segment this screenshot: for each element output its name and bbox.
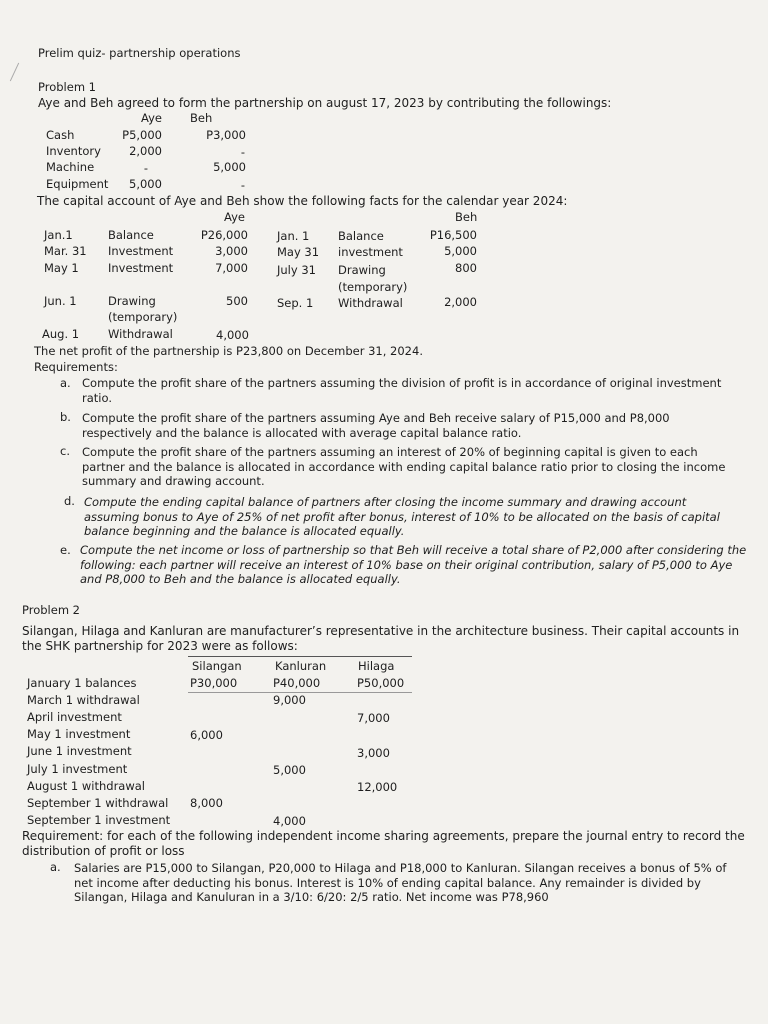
cell-silangan: 6,000 bbox=[190, 728, 223, 742]
requirement-letter: e. bbox=[60, 543, 71, 557]
problem1-intro: Aye and Beh agreed to form the partnership on august 17, 2023 by contributing the followings: bbox=[38, 96, 612, 110]
aye-row-desc-note: (temporary) bbox=[108, 310, 178, 324]
requirement-text: Compute the ending capital balance of partners after closing the income summary and drawing account assuming bonus to Aye of 25% of net profit after bonus, interest of 10% to be allocated on the basis of capital balance beginning and the balance is allocated equally. bbox=[84, 495, 720, 538]
beh-row-desc: Withdrawal bbox=[338, 296, 403, 310]
contrib-aye: P5,000 bbox=[122, 128, 162, 142]
capital-header-beh: Beh bbox=[455, 210, 478, 224]
table-row-label: July 1 investment bbox=[27, 762, 128, 776]
problem2-heading: Problem 2 bbox=[22, 603, 80, 617]
table-row-label: June 1 investment bbox=[27, 744, 132, 758]
column-header-silangan: Silangan bbox=[192, 659, 242, 673]
page-title: Prelim quiz- partnership operations bbox=[38, 46, 241, 60]
capital-intro: The capital account of Aye and Beh show the following facts for the calendar year 2024: bbox=[37, 194, 568, 208]
beh-row-amount: 800 bbox=[455, 261, 477, 275]
aye-row-amount: 3,000 bbox=[215, 244, 248, 258]
aye-row-date: Mar. 31 bbox=[44, 244, 87, 258]
table-row-label: January 1 balances bbox=[27, 676, 137, 690]
problem2-requirement: Requirement: for each of the following independent income sharing agreements, prepare the journal entry to record the distribution of profit or loss bbox=[22, 829, 745, 858]
beh-row-date: Jan. 1 bbox=[277, 229, 310, 243]
requirement-text: Compute the profit share of the partners assuming the division of profit is in accordance of original investment ratio. bbox=[82, 376, 722, 405]
requirements-label: Requirements: bbox=[34, 360, 118, 374]
contrib-header-aye: Aye bbox=[141, 111, 162, 125]
cell-kanluran: P40,000 bbox=[273, 676, 321, 690]
contrib-label: Cash bbox=[46, 128, 75, 142]
requirement-letter: d. bbox=[64, 494, 75, 508]
column-header-kanluran: Kanluran bbox=[275, 659, 327, 673]
problem2-intro: Silangan, Hilaga and Kanluran are manufacturer’s representative in the architecture business. Their capital accounts in the SHK partnership for 2023 were as follows: bbox=[22, 624, 740, 653]
cell-hilaga: 3,000 bbox=[357, 746, 390, 760]
cell-kanluran: 4,000 bbox=[273, 814, 306, 828]
beh-row-amount: P16,500 bbox=[429, 228, 477, 242]
table-row-label: May 1 investment bbox=[27, 727, 131, 741]
table-row-label: March 1 withdrawal bbox=[27, 693, 140, 707]
contrib-aye: 2,000 bbox=[129, 144, 162, 158]
aye-row-amount: 4,000 bbox=[216, 328, 249, 342]
contrib-aye: - bbox=[143, 161, 149, 175]
requirement-letter: b. bbox=[60, 410, 71, 424]
agreement-text: Salaries are P15,000 to Silangan, P20,000 to Hilaga and P18,000 to Kanluran. Silangan receives a bonus of 5% of net income after deducting his bonus. Interest is 10% of ending capital balance. Any remainder is divided by Silangan, Hilaga and Kanuluran in a 3/10: 6/20: 2/5 ratio. Net income was P78,960 bbox=[74, 861, 727, 904]
table-row-label: April investment bbox=[27, 710, 122, 724]
contrib-label: Machine bbox=[46, 160, 95, 174]
beh-row-amount: 5,000 bbox=[444, 244, 477, 258]
cell-hilaga: 7,000 bbox=[357, 711, 390, 725]
contrib-beh: P3,000 bbox=[206, 128, 246, 142]
cell-hilaga: 12,000 bbox=[357, 780, 398, 794]
aye-row-desc: Withdrawal bbox=[108, 327, 173, 341]
aye-row-date: May 1 bbox=[44, 261, 79, 275]
contrib-beh: - bbox=[240, 178, 246, 192]
beh-row-date: Sep. 1 bbox=[277, 296, 314, 310]
requirement-text: Compute the profit share of the partners assuming Aye and Beh receive salary of P15,000 and P8,000 respectively and the balance is allocated with average capital balance ratio. bbox=[82, 411, 670, 440]
beh-row-date: May 31 bbox=[277, 245, 320, 259]
problem1-heading: Problem 1 bbox=[38, 80, 96, 94]
cell-kanluran: 9,000 bbox=[273, 693, 306, 707]
requirement-text: Compute the profit share of the partners assuming an interest of 20% of beginning capital is given to each partner and the balance is allocated in accordance with ending capital balance ratio prior to closing the income summary and drawing account. bbox=[82, 445, 726, 488]
aye-row-amount: 500 bbox=[226, 294, 248, 308]
aye-row-date: Aug. 1 bbox=[42, 327, 80, 341]
aye-row-amount: P26,000 bbox=[200, 228, 248, 242]
beh-row-desc: investment bbox=[338, 245, 403, 259]
column-header-hilaga: Hilaga bbox=[358, 659, 395, 673]
agreement-letter: a. bbox=[50, 860, 61, 874]
requirement-letter: c. bbox=[60, 444, 70, 458]
table-row-label: August 1 withdrawal bbox=[27, 779, 145, 793]
beh-row-date: July 31 bbox=[277, 263, 316, 277]
contrib-header-beh: Beh bbox=[190, 111, 213, 125]
capital-header-aye: Aye bbox=[224, 210, 245, 224]
aye-row-date: Jan.1 bbox=[44, 228, 73, 242]
cell-kanluran: 5,000 bbox=[273, 763, 306, 777]
pen-mark bbox=[10, 63, 19, 82]
table-row-label: September 1 withdrawal bbox=[27, 796, 169, 810]
table-header-rule bbox=[188, 656, 412, 657]
beh-row-amount: 2,000 bbox=[444, 295, 477, 309]
contrib-beh: - bbox=[240, 145, 246, 159]
aye-row-date: Jun. 1 bbox=[44, 294, 77, 308]
contrib-label: Inventory bbox=[46, 144, 101, 158]
requirement-text: Compute the net income or loss of partnership so that Beh will receive a total share of P2,000 after considering the following: each partner will receive an interest of 10% base on their original contribution, salary of P5,000 to Aye and P8,000 to Beh and the balance is allocated equally. bbox=[80, 543, 747, 586]
aye-row-desc: Drawing bbox=[108, 294, 156, 308]
contrib-beh: 5,000 bbox=[213, 160, 246, 174]
cell-silangan: P30,000 bbox=[190, 676, 238, 690]
contrib-aye: 5,000 bbox=[129, 177, 162, 191]
aye-row-desc: Balance bbox=[108, 228, 154, 242]
contrib-label: Equipment bbox=[46, 177, 109, 191]
aye-row-amount: 7,000 bbox=[215, 261, 248, 275]
table-row-label: September 1 investment bbox=[27, 813, 171, 827]
cell-hilaga: P50,000 bbox=[357, 676, 405, 690]
requirement-letter: a. bbox=[60, 376, 71, 390]
aye-row-desc: Investment bbox=[108, 244, 174, 258]
beh-row-desc: Drawing bbox=[338, 263, 386, 277]
beh-row-desc: Balance bbox=[338, 229, 384, 243]
beh-row-desc-note: (temporary) bbox=[338, 280, 408, 294]
cell-silangan: 8,000 bbox=[190, 796, 223, 810]
net-profit-statement: The net profit of the partnership is P23,800 on December 31, 2024. bbox=[34, 344, 423, 358]
aye-row-desc: Investment bbox=[108, 261, 174, 275]
